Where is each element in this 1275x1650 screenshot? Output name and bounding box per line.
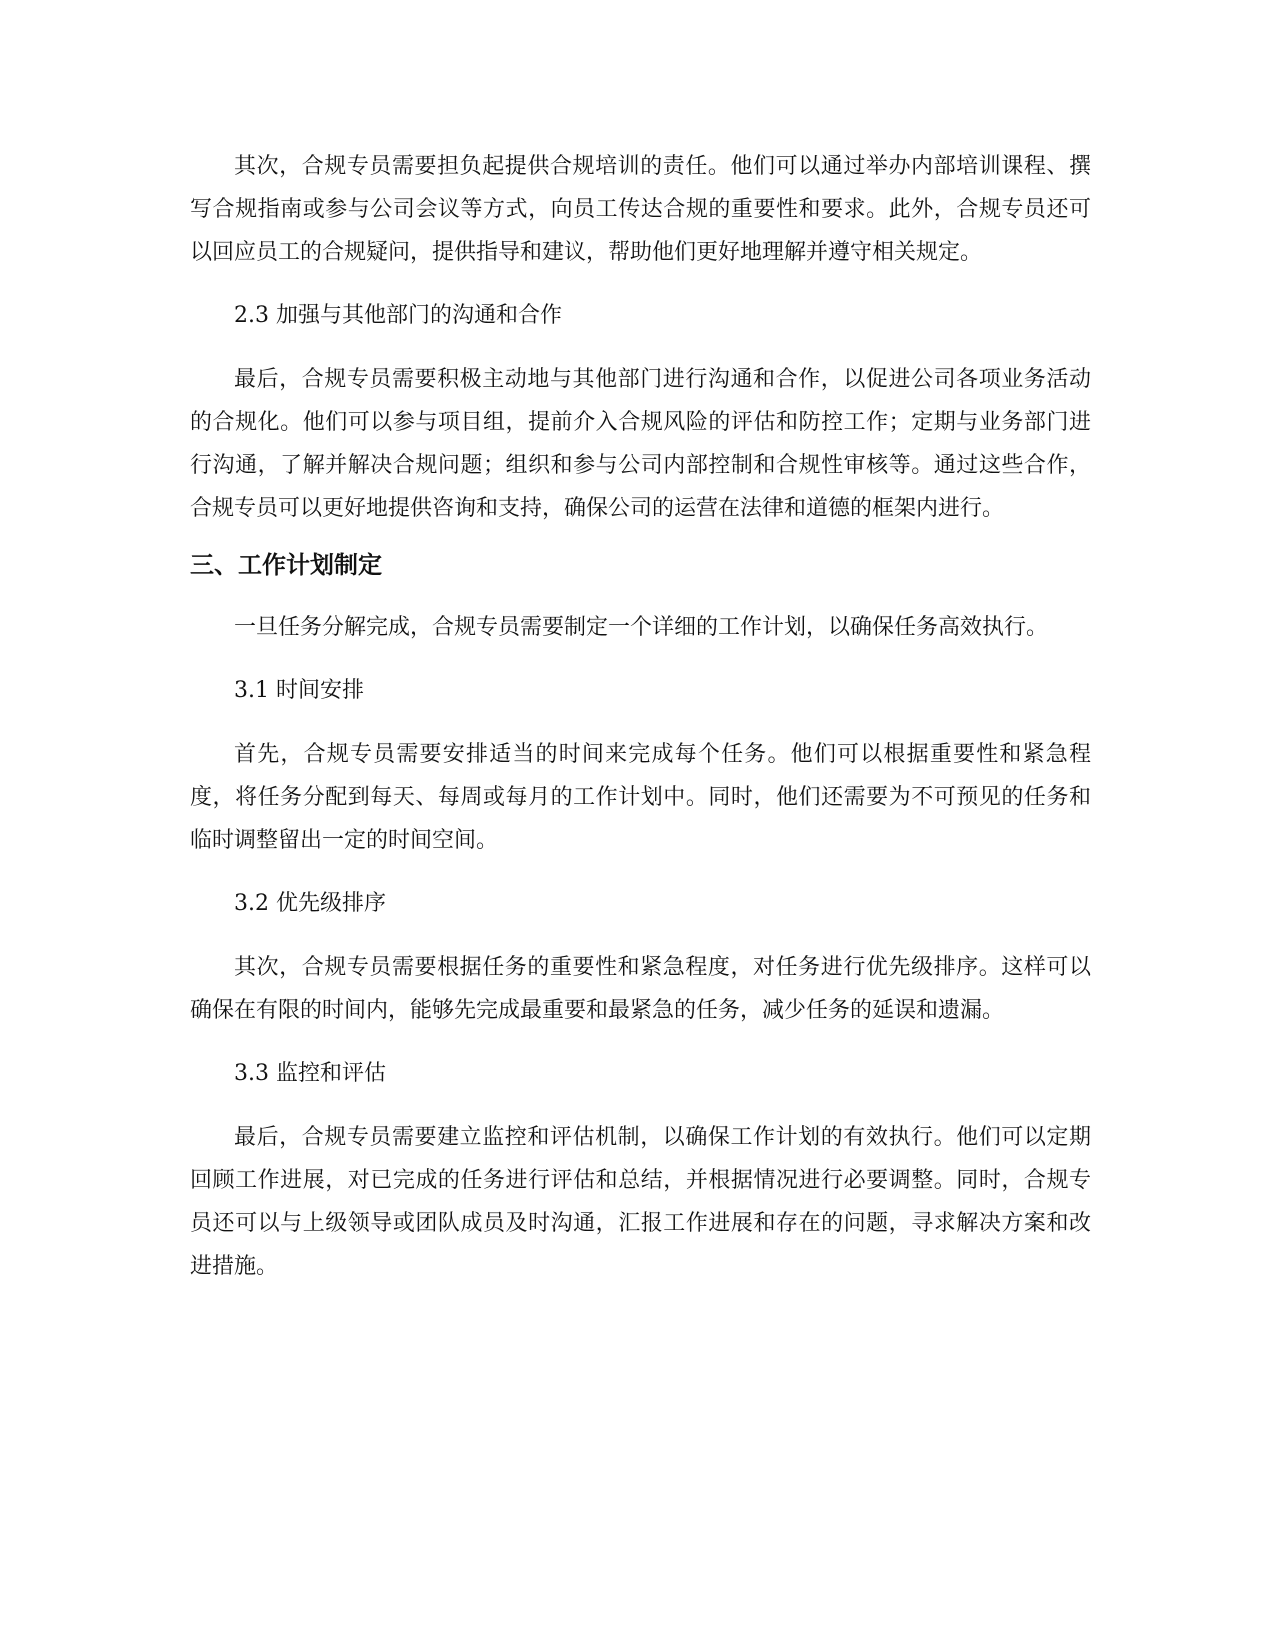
subheading-3-3: 3.3 监控和评估 (234, 1061, 386, 1086)
subheading-2-3: 2.3 加强与其他部门的沟通和合作 (234, 303, 562, 328)
document-body (190, 145, 1091, 1308)
subheading-3-2: 3.2 优先级排序 (234, 891, 386, 916)
paragraph-time-arrangement: 首先，合规专员需要安排适当的时间来完成每个任务。他们可以根据重要性和紧急程度，将任务分配到每天、每周或每月的工作计划中。同时，他们还需要为不可预见的任务和临时调整留出一定的时间空间。 (190, 742, 1091, 853)
paragraph-work-plan-intro: 一旦任务分解完成，合规专员需要制定一个详细的工作计划，以确保任务高效执行。 (234, 615, 1049, 640)
paragraph-priority-sorting: 其次，合规专员需要根据任务的重要性和紧急程度，对任务进行优先级排序。这样可以确保在有限的时间内，能够先完成最重要和最紧急的任务，减少任务的延误和遗漏。 (190, 955, 1091, 1023)
paragraph-department-cooperation: 最后，合规专员需要积极主动地与其他部门进行沟通和合作，以促进公司各项业务活动的合规化。他们可以参与项目组，提前介入合规风险的评估和防控工作；定期与业务部门进行沟通，了解并解决合规问题；组织和参与公司内部控制和合规性审核等。通过这些合作，合规专员可以更好地提供咨询和支持，确保公司的运营在法律和道德的框架内进行。 (190, 367, 1091, 521)
paragraph-monitoring-evaluation: 最后，合规专员需要建立监控和评估机制，以确保工作计划的有效执行。他们可以定期回顾工作进展，对已完成的任务进行评估和总结，并根据情况进行必要调整。同时，合规专员还可以与上级领导或团队成员及时沟通，汇报工作进展和存在的问题，寻求解决方案和改进措施。 (190, 1125, 1091, 1279)
subheading-3-1: 3.1 时间安排 (234, 678, 364, 703)
paragraph-compliance-training: 其次，合规专员需要担负起提供合规培训的责任。他们可以通过举办内部培训课程、撰写合规指南或参与公司会议等方式，向员工传达合规的重要性和要求。此外，合规专员还可以回应员工的合规疑问，提供指导和建议，帮助他们更好地理解并遵守相关规定。 (190, 154, 1091, 265)
section-heading-work-plan: 三、工作计划制定 (190, 551, 382, 579)
